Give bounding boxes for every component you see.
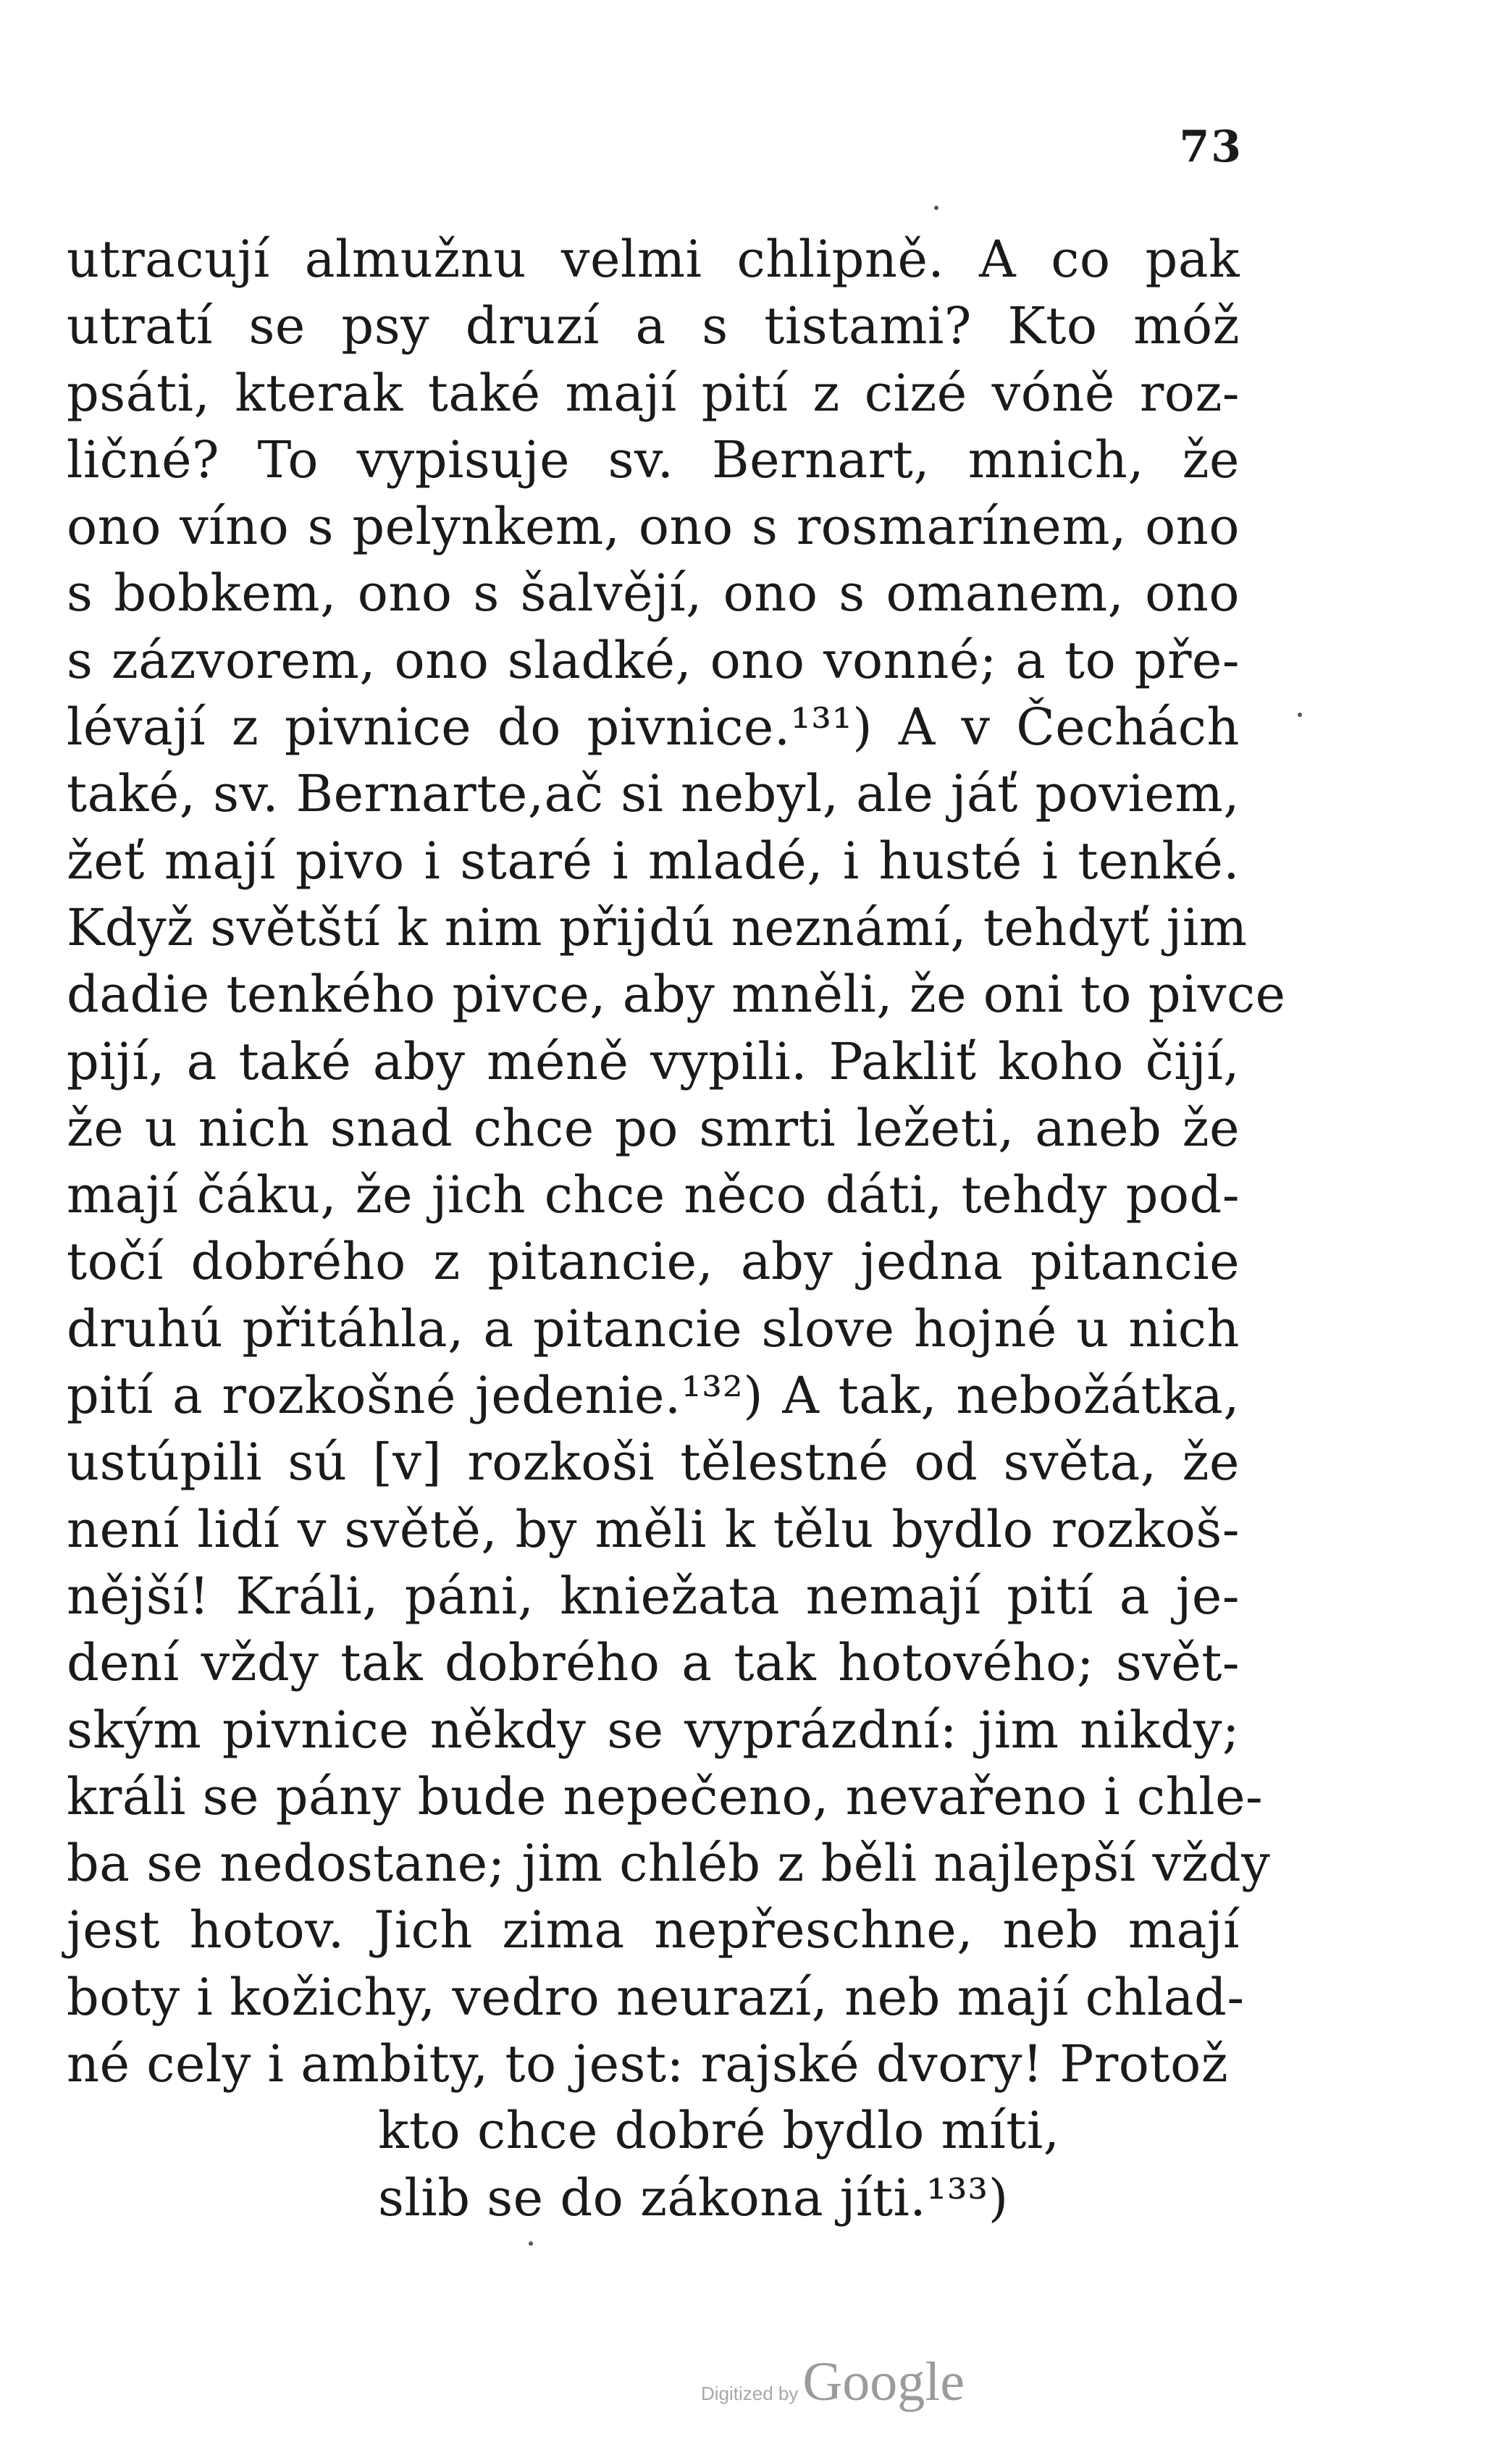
text-line: že u nich snad chce po smrti ležeti, aneb že xyxy=(67,1098,1240,1158)
text-line: nější! Králi, páni, kniežata nemají pití a je- xyxy=(67,1566,1240,1626)
verse-line: kto chce dobré bydlo míti, xyxy=(378,2101,1060,2161)
google-logo: Google xyxy=(802,2351,965,2412)
text-line: psáti, kterak také mají pití z cizé vóně roz- xyxy=(67,363,1240,423)
text-line: jest hotov. Jich zima nepřeschne, neb mají xyxy=(67,1900,1240,1960)
text-line: mají čáku, že jich chce něco dáti, tehdy pod- xyxy=(67,1165,1240,1225)
text-line: dení vždy tak dobrého a tak hotového; svět- xyxy=(67,1633,1240,1693)
text-line: ba se nedostane; jim chléb z běli najlepší vždy xyxy=(67,1834,1271,1894)
scan-speck xyxy=(934,206,938,210)
text-line: s zázvorem, ono sladké, ono vonné; a to pře- xyxy=(67,630,1240,690)
text-line: také, sv. Bernarte,ač si nebyl, ale jáť poviem, xyxy=(67,764,1240,824)
text-line: ličné? To vypisuje sv. Bernart, mnich, že xyxy=(67,429,1240,490)
digitized-label: Digitized by xyxy=(701,2383,799,2404)
text-line: ono víno s pelynkem, ono s rosmarínem, ono xyxy=(67,497,1240,557)
text-line: ustúpili sú [v] rozkoši tělestné od světa, že xyxy=(67,1432,1240,1493)
text-line: žeť mají pivo i staré i mladé, i husté i tenké. xyxy=(67,831,1240,891)
text-line: králi se pány bude nepečeno, nevařeno i chle- xyxy=(67,1766,1264,1826)
text-line: dadie tenkého pivce, aby mněli, že oni to pivce xyxy=(67,965,1286,1025)
verse-block xyxy=(378,2097,1102,2231)
text-line: né cely i ambity, to jest: rajské dvory! Protož xyxy=(67,2034,1229,2094)
text-line: boty i kožichy, vedro neurazí, neb mají chlad- xyxy=(67,1967,1245,2027)
text-line: točí dobrého z pitancie, aby jedna pitancie xyxy=(67,1232,1240,1292)
text-line: pijí, a také aby méně vypili. Pakliť koho čijí, xyxy=(67,1031,1240,1091)
text-line: utracují almužnu velmi chlipně. A co pak xyxy=(67,230,1240,289)
text-line: utratí se psy druzí a s tistami? Kto móž xyxy=(67,296,1240,356)
text-line: druhú přitáhla, a pitancie slove hojné u nich xyxy=(67,1298,1240,1359)
text-line: Když světští k nim přijdú neznámí, tehdyť jim xyxy=(67,897,1248,957)
scan-speck xyxy=(529,2241,533,2246)
scan-speck xyxy=(1298,713,1302,717)
text-line: pití a rozkošné jedenie.¹³²) A tak, nebožátka, xyxy=(67,1366,1240,1426)
digitized-watermark xyxy=(701,2351,1012,2416)
verse-line: slib se do zákona jíti.¹³³) xyxy=(378,2167,1009,2228)
text-line: lévají z pivnice do pivnice.¹³¹) A v Čechách xyxy=(67,697,1240,758)
body-text xyxy=(67,226,1286,2228)
page-number: 73 xyxy=(1179,122,1243,172)
text-line: ským pivnice někdy se vyprázdní: jim nikdy; xyxy=(67,1700,1240,1760)
text-line: není lidí v světě, by měli k tělu bydlo rozkoš- xyxy=(67,1499,1240,1559)
text-line: s bobkem, ono s šalvějí, ono s omanem, ono xyxy=(67,563,1240,624)
